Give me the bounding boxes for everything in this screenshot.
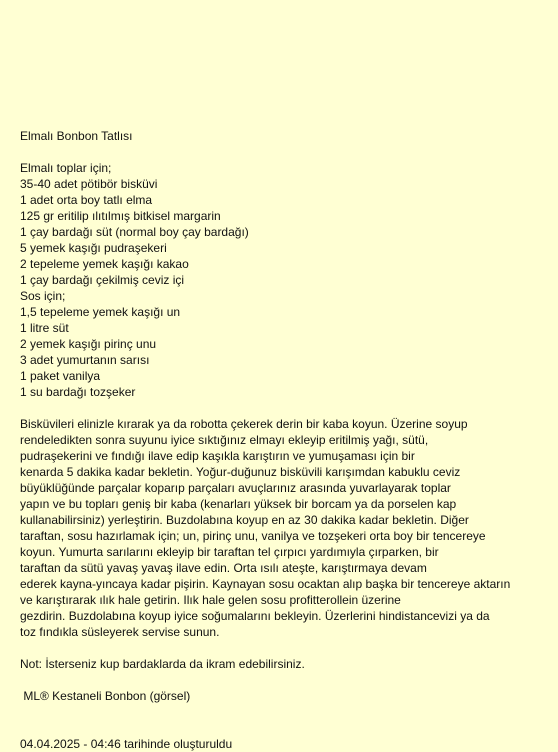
ingredient-line: 1,5 tepeleme yemek kaşığı un [20,305,181,319]
ingredient-line: 1 su bardağı tozşeker [20,385,136,399]
spacer [20,672,550,688]
ingredient-line: 2 tepeleme yemek kaşığı kakao [20,257,189,271]
ingredient-line: 1 çay bardağı süt (normal boy çay bardağı) [20,225,249,239]
instruction-line: taraftan da sütü yavaş yavaş ilave edin. Orta ısılı ateşte, karıştırmaya devam [20,561,427,575]
instruction-line: kenarda 5 dakika kadar bekletin. Yoğur-duğunuz bisküvili karışımdan kabuklu ceviz [20,465,461,479]
instruction-line: ederek kayna-yıncaya kadar pişirin. Kaynayan sosu ocaktan alıp başka bir tencereye aktarın [20,577,511,591]
instruction-line: taraftan, sosu hazırlamak için; un, pirinç unu, vanilya ve tozşekeri orta boy bir tencereye [20,529,486,543]
instruction-line: kullanabilirsiniz) yerleştirin. Buzdolabına koyup en az 30 dakika kadar bekletin. Diğer [20,513,469,527]
instruction-line: gezdirin. Buzdolabına koyup iyice soğumalarını bekleyin. Üzerlerini hindistancevizi ya da [20,609,490,623]
image-credit: ML® Kestaneli Bonbon (görsel) [20,689,191,703]
recipe-title: Elmalı Bonbon Tatlısı [20,129,133,143]
ingredient-line: 1 çay bardağı çekilmiş ceviz içi [20,273,185,287]
ingredient-line: 3 adet yumurtanın sarısı [20,353,150,367]
ingredient-line: 1 litre süt [20,321,69,335]
ingredient-line: 1 paket vanilya [20,369,101,383]
instruction-line: yapın ve bu topları geniş bir kaba (kenarları yüksek bir borcam ya da porselen kap [20,497,457,511]
instruction-line: büyüklüğünde parçalar koparıp parçaları avuçlarınız arasında yuvarlayarak toplar [20,481,451,495]
note-text: Not: İsterseniz kup bardaklarda da ikram edebilirsiniz. [20,657,305,671]
ingredient-line: 2 yemek kaşığı pirinç unu [20,337,157,351]
ingredient-line: 125 gr eritilip ılıtılmış bitkisel margarin [20,209,221,223]
ingredient-line: 5 yemek kaşığı pudraşekeri [20,241,167,255]
spacer [20,400,550,416]
ingredient-line: 1 adet orta boy tatlı elma [20,193,153,207]
ingredient-line: 35-40 adet pötibör bisküvi [20,177,158,191]
spacer [20,144,550,160]
recipe-document [20,128,550,704]
instructions-paragraph [20,416,550,640]
instruction-line: koyun. Yumurta sarılarını ekleyip bir taraftan tel çırpıcı yardımıyla çırparken, bir [20,545,439,559]
instruction-line: rendeledikten sonra suyunu iyice sıktığınız elmayı ekleyip eritilmiş yağı, sütü, [20,433,429,447]
created-timestamp: 04.04.2025 - 04:46 tarihinde oluşturuldu [20,737,233,751]
instruction-line: pudraşekerini ve fındığı ilave edip kaşıkla karıştırın ve yumuşaması için bir [20,449,415,463]
instruction-line: ve karıştırarak ılık hale getirin. Ilık hale gelen sosu profitterollein üzerine [20,593,401,607]
ingredient-line: Elmalı toplar için; [20,161,112,175]
ingredients-list [20,160,550,400]
instruction-line: toz fındıkla süsleyerek servise sunun. [20,625,220,639]
ingredient-line: Sos için; [20,289,66,303]
instruction-line: Bisküvileri elinizle kırarak ya da robotta çekerek derin bir kaba koyun. Üzerine soyup [20,417,468,431]
spacer [20,640,550,656]
